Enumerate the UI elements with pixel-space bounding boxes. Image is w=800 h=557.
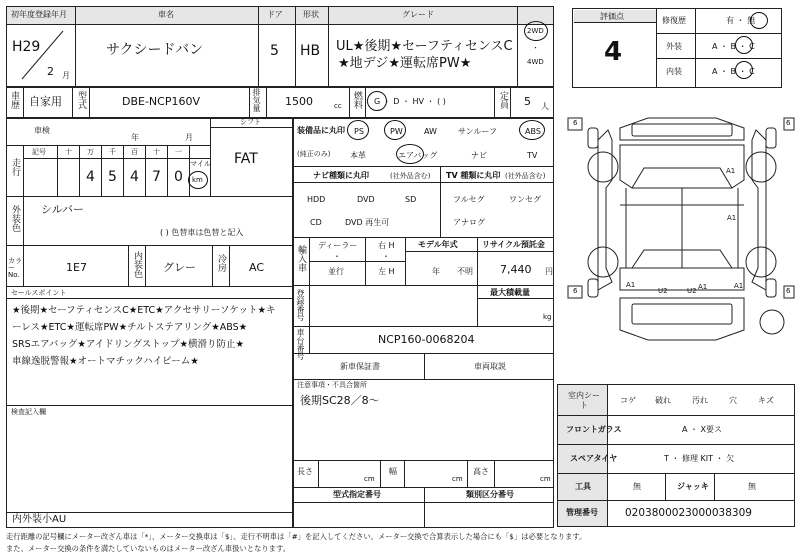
navi-sd: SD: [405, 195, 417, 204]
sales-line-3: SRSエアバッグ★アイドリングストップ★横滑り防止★: [12, 339, 245, 350]
displacement-label: 排気量: [252, 88, 261, 112]
score-value: 4: [604, 37, 623, 67]
grade-line2: ★地デジ★運転席PW★: [338, 56, 472, 71]
mark-u2-1: U2: [658, 287, 668, 295]
interior-grade: A ・ B ・ C: [712, 67, 755, 76]
height-label: 高さ: [473, 467, 489, 476]
chassis-label: 車台番号: [296, 328, 305, 360]
mgmt-no: 0203800023000038309: [625, 507, 752, 519]
digit-label-4: 百: [131, 148, 138, 156]
navi-dvd: DVD: [357, 195, 375, 204]
category-label: 類別区分番号: [466, 490, 514, 499]
mark-a1-2: A1: [727, 214, 737, 222]
recycle: 7,440: [500, 263, 532, 276]
equip-navi: ナビ: [471, 151, 487, 160]
displacement: 1500: [285, 95, 313, 108]
equip-ps: PS: [354, 127, 364, 136]
diagram-six-1: 6: [573, 119, 578, 127]
drive-2wd: 2WD: [527, 27, 544, 35]
max-load-kg: kg: [543, 313, 552, 321]
equip-aw: AW: [424, 127, 437, 136]
car-name: サクシードバン: [106, 42, 204, 58]
digit-1: 0: [174, 169, 183, 185]
sheet-opt-scratch: キズ: [758, 396, 774, 405]
capacity-unit: 人: [541, 102, 549, 111]
tv-fullseg: フルセグ: [453, 195, 485, 204]
navi-note: (社外品含む): [390, 172, 431, 180]
reg-no-label: 登録番号: [296, 289, 305, 321]
divider: [714, 473, 715, 500]
shift: FAT: [234, 151, 258, 167]
doors: 5: [270, 43, 279, 59]
shaken-month-unit: 月: [185, 133, 193, 142]
spare-label: スペアタイヤ: [570, 454, 618, 463]
divider: [557, 473, 795, 474]
digit-label-0: 記号: [32, 148, 46, 156]
jack-label: ジャッキ: [677, 482, 709, 491]
import-dot: ・: [333, 252, 341, 261]
interior-label: 内装: [666, 67, 682, 76]
equip-abs: ABS: [525, 127, 541, 136]
mile-label: マイル: [190, 160, 211, 168]
digit-100: 4: [130, 169, 139, 185]
recycle-yen: 円: [545, 267, 553, 276]
import-dealer: ディーラー: [318, 241, 358, 250]
tools: 無: [633, 482, 641, 491]
repair-label: 修復歴: [662, 16, 686, 25]
navi-cd: CD: [310, 218, 322, 227]
sales-line-1: ★後期★セーフティセンスC★ETC★アクセサリーソケット★キ: [12, 305, 276, 316]
car-name-label: 車名: [158, 10, 174, 19]
mark-a1-4: A1: [698, 283, 708, 291]
first-reg-month: 2: [47, 65, 54, 78]
footer-line-2: また、メーター交換の条件を満たしていないものはメーター改ざん車扱いとなります。: [6, 544, 290, 553]
width-label: 幅: [389, 467, 397, 476]
divider: [557, 444, 795, 445]
length-label: 長さ: [297, 467, 313, 476]
digit-1k: 5: [108, 169, 117, 185]
import-left-h: 左 H: [378, 267, 395, 276]
first-reg-label: 初年度登録年月: [11, 10, 67, 19]
notices-label: 注意事項・不具合箇所: [297, 381, 367, 389]
km-label: km: [192, 176, 203, 184]
mgmt-label: 管理番号: [566, 508, 598, 517]
navi-label: ナビ種類に丸印: [313, 171, 369, 180]
mark-a1-3: A1: [626, 281, 636, 289]
chassis: NCP160-0068204: [378, 333, 475, 346]
mark-u2-2: U2: [687, 287, 697, 295]
max-load-label: 最大積載量: [490, 288, 530, 297]
windshield: A ・ X要ス: [682, 425, 723, 434]
repair-value: 有 ・ 無: [726, 16, 756, 25]
import-dot2: ・: [382, 252, 390, 261]
usage: 自家用: [29, 95, 62, 108]
model: DBE-NCP160V: [122, 95, 200, 108]
mileage-label: 走行: [10, 158, 20, 176]
import-right-h: 右 H: [378, 241, 395, 250]
divider: [557, 500, 795, 501]
color-value: シルバー: [41, 203, 84, 216]
model-year-unknown: 不明: [457, 267, 473, 276]
grade-label: グレード: [402, 10, 434, 19]
grade-line1: UL★後期★セーフティセンスC: [336, 39, 513, 54]
mark-a1-1: A1: [726, 167, 736, 175]
shape-label: 形状: [303, 10, 319, 19]
digit-10k: 4: [86, 169, 95, 185]
tv-analog: アナログ: [453, 218, 485, 227]
first-reg-era: H29: [12, 39, 41, 55]
divider: [557, 415, 795, 416]
import-parallel: 並行: [328, 267, 344, 276]
model-year-unit: 年: [432, 267, 440, 276]
fuel-options: G ・ D ・ HV ・ ( ): [374, 97, 446, 106]
digit-label-5: 十: [153, 148, 160, 156]
digit-label-2: 万: [87, 148, 94, 156]
capacity: 5: [524, 95, 531, 108]
import-label: 輸入車: [296, 245, 306, 272]
score-label: 評価点: [600, 12, 624, 21]
divider: [665, 473, 666, 500]
jack: 無: [748, 482, 756, 491]
equipment-note: (純正のみ): [297, 150, 331, 158]
interior-sheet-label: 室内シート: [568, 391, 600, 411]
recycle-label: リサイクル預託金: [482, 240, 545, 249]
sales-line-4: 車線逸脱警報★オートマチックハイビーム★: [12, 356, 199, 367]
digit-label-3: 千: [109, 148, 116, 156]
digit-label-6: 一: [175, 148, 182, 156]
manual: 車両取説: [474, 362, 506, 371]
tv-oneseg: ワンセグ: [509, 195, 541, 204]
equip-tv: TV: [527, 151, 538, 160]
shaken-year-unit: 年: [131, 133, 139, 142]
model-label: 型式: [76, 91, 86, 109]
length-cm: cm: [364, 475, 375, 483]
ac: AC: [249, 261, 265, 274]
inspector-label: 検査記入欄: [11, 408, 46, 416]
mark-a1-5: A1: [734, 282, 744, 290]
color-change-note: ( ) 色替車は色替と記入: [160, 228, 244, 237]
sales-label: セールスポイント: [11, 289, 67, 297]
tv-note: (社外品含む): [505, 172, 546, 180]
color-no-label: カラーNo.: [8, 257, 22, 279]
interior-color: グレー: [163, 261, 196, 274]
model-year-label: モデル年式: [418, 240, 458, 249]
equipment-label: 装備品に丸印: [297, 126, 345, 135]
diagram-six-3: 6: [573, 287, 578, 295]
navi-dvd-play: DVD 再生可: [345, 218, 390, 227]
drive-dot: ・: [532, 44, 539, 52]
exterior-label: 外装: [666, 42, 682, 51]
drive-4wd: 4WD: [527, 58, 544, 66]
month-unit: 月: [62, 71, 70, 80]
bottom-note: 内外装小AU: [12, 514, 67, 525]
cc: cc: [334, 102, 342, 110]
equip-airbag: エアバッグ: [398, 151, 438, 160]
tv-label: TV 種類に丸印: [446, 171, 501, 180]
color-label: 外装色: [10, 205, 20, 232]
height-cm: cm: [540, 475, 551, 483]
sales-line-2: ーレス★ETC★運転席PW★チルトステアリング★ABS★: [12, 322, 248, 333]
navi-hdd: HDD: [307, 195, 326, 204]
exterior-grade: A ・ B ・ C: [712, 42, 755, 51]
equip-leather: 本革: [350, 151, 366, 160]
shape: HB: [300, 43, 321, 59]
notice: 後期SC28／8～: [300, 394, 380, 407]
color-no: 1E7: [66, 261, 87, 274]
fuel-label: 燃料: [352, 91, 362, 109]
type-designation-label: 型式指定番号: [333, 490, 381, 499]
shift-label: シフト: [240, 118, 261, 126]
capacity-label: 定員: [498, 91, 508, 109]
equip-sunroof: サンルーフ: [458, 127, 497, 136]
spare: T ・ 修理 KIT ・ 欠: [664, 454, 735, 463]
ac-label: 冷房: [216, 254, 226, 272]
windshield-label: フロントガラス: [566, 425, 622, 434]
sheet-opt-tear: 破れ: [655, 396, 671, 405]
diagram-six-4: 6: [786, 287, 791, 295]
doors-label: ドア: [267, 10, 283, 19]
digit-10: 7: [152, 169, 161, 185]
sheet-opt-hole: 穴: [729, 396, 737, 405]
usage-label: 車歴: [9, 91, 19, 109]
sheet-opt-burn: コゲ: [620, 396, 636, 405]
sheet-opt-stain: 汚れ: [692, 396, 708, 405]
interior-color-label: 内装色: [132, 251, 142, 278]
footer-line-1: 走行距離の記号欄にメーター改ざん車は「*」、メーター交換車は「$」、走行不明車は「#」を記入してください。メーター交換で合算表示した場合にも「$」は必要となります。: [6, 532, 587, 541]
shaken-label: 車検: [34, 126, 50, 135]
digit-label-1: 十: [65, 148, 72, 156]
equip-pw: PW: [390, 127, 403, 136]
width-cm: cm: [452, 475, 463, 483]
diagram-six-2: 6: [786, 119, 791, 127]
new-car-warranty: 新車保証書: [340, 362, 380, 371]
tools-label: 工具: [575, 482, 591, 491]
